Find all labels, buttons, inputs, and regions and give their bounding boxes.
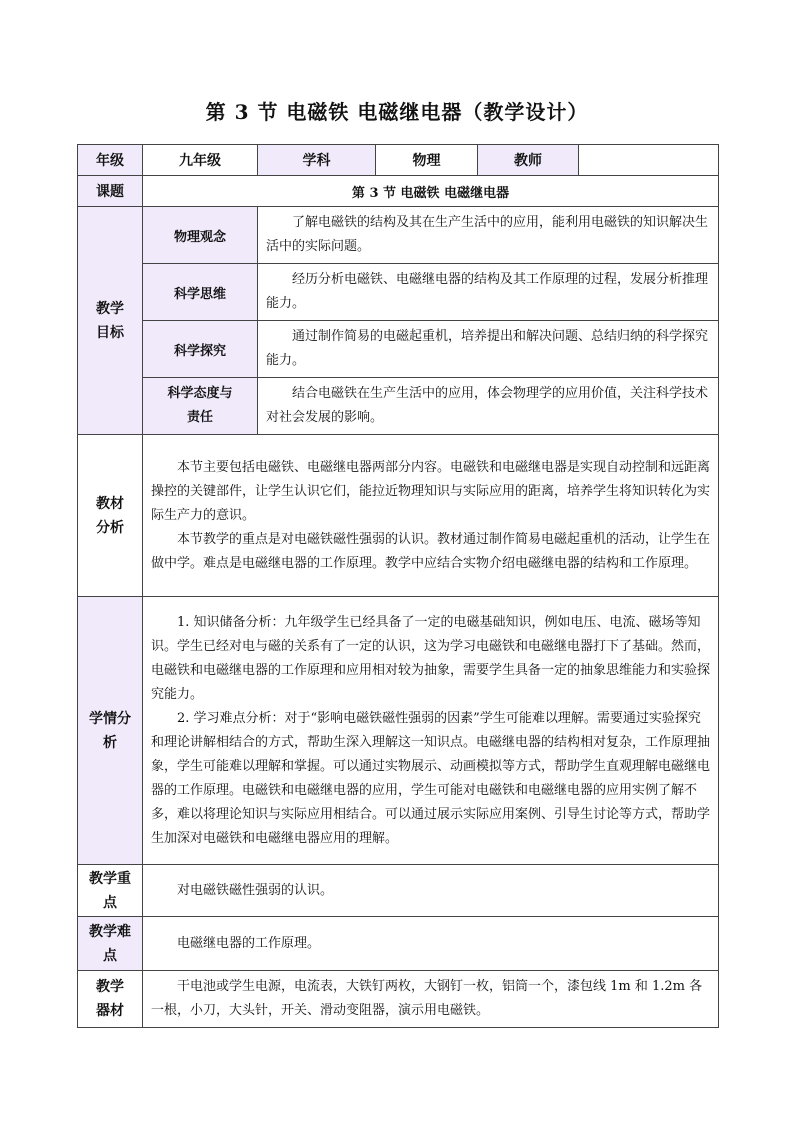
equipment-row (78, 971, 719, 1028)
goal-row (78, 321, 719, 378)
page-title: 第 3 节 电磁铁 电磁继电器（教学设计） (205, 100, 589, 124)
goal-text: 结合电磁铁在生产生活中的应用，体会物理学的应用价值，关注科学技术对社会发展的影响。 (258, 378, 719, 435)
material-analysis-label: 教材分析 (78, 435, 143, 597)
student-analysis-row (78, 597, 719, 865)
goal-row (78, 207, 719, 264)
key-point-label: 教学重点 (78, 865, 143, 917)
topic-row (78, 176, 719, 207)
topic-value: 第 3 节 电磁铁 电磁继电器 (143, 176, 719, 207)
lesson-plan-table (77, 144, 719, 1028)
material-analysis-paragraph: 本节教学的重点是对电磁铁磁性强弱的认识。教材通过制作简易电磁起重机的活动，让学生在做中学。难点是电磁继电器的工作原理。教学中应结合实物介绍电磁继电器的结构和工作原理。 (151, 531, 711, 571)
material-analysis-paragraph: 本节主要包括电磁铁、电磁继电器两部分内容。电磁铁和电磁继电器是实现自动控制和远距离操控的关键部件，让学生认识它们，能拉近物理知识与实际应用的距离，培养学生将知识转化为实际生产力的意识。 (151, 459, 711, 523)
goal-name: 物理观念 (143, 207, 258, 264)
goal-text: 经历分析电磁铁、电磁继电器的结构及其工作原理的过程，发展分析推理能力。 (258, 264, 719, 321)
goal-text: 通过制作简易的电磁起重机，培养提出和解决问题、总结归纳的科学探究能力。 (258, 321, 719, 378)
goal-name: 科学探究 (143, 321, 258, 378)
goals-label: 教学目标 (78, 207, 143, 435)
grade-label: 年级 (78, 145, 143, 176)
difficulty-row (78, 917, 719, 971)
goal-text: 了解电磁铁的结构及其在生产生活中的应用，能利用电磁铁的知识解决生活中的实际问题。 (258, 207, 719, 264)
student-analysis-paragraph: 1. 知识储备分析：九年级学生已经具备了一定的电磁基础知识，例如电压、电流、磁场等知识。学生已经对电与磁的关系有了一定的认识，这为学习电磁铁和电磁继电器打下了基础。然而，电磁铁和电磁继电器的工作原理和应用相对较为抽象，需要学生具备一定的抽象思维能力和实验探究能力。 (151, 614, 711, 702)
goal-row (78, 264, 719, 321)
key-point-text: 对电磁铁磁性强弱的认识。 (143, 865, 719, 917)
goal-name: 科学态度与责任 (143, 378, 258, 435)
goal-name: 科学思维 (143, 264, 258, 321)
topic-label: 课题 (78, 176, 143, 207)
teacher-label: 教师 (478, 145, 579, 176)
teacher-value (579, 145, 719, 176)
header-row (78, 145, 719, 176)
difficulty-label: 教学难点 (78, 917, 143, 971)
equipment-label: 教学器材 (78, 971, 143, 1028)
equipment-text: 干电池或学生电源，电流表，大铁钉两枚，大钢钉一枚，铝筒一个，漆包线 1m 和 1.2m 各一根，小刀，大头针，开关、滑动变阻器，演示用电磁铁。 (143, 971, 719, 1028)
key-point-row (78, 865, 719, 917)
student-analysis-label: 学情分析 (78, 597, 143, 865)
student-analysis-paragraph: 2. 学习难点分析：对于“影响电磁铁磁性强弱的因素”学生可能难以理解。需要通过实验探究和理论讲解相结合的方式，帮助生深入理解这一知识点。电磁继电器的结构相对复杂，工作原理抽象，学生可能难以理解和掌握。可以通过实物展示、动画模拟等方式，帮助学生直观理解电磁继电器的工作原理。电磁铁和电磁继电器的应用，学生可能对电磁铁和电磁继电器的应用实例了解不多，难以将理论知识与实际应用相结合。可以通过展示实际应用案例、引导生讨论等方式，帮助学生加深对电磁铁和电磁继电器应用的理解。 (151, 710, 711, 846)
grade-value: 九年级 (143, 145, 258, 176)
difficulty-text: 电磁继电器的工作原理。 (143, 917, 719, 971)
goal-row (78, 378, 719, 435)
material-analysis-row (78, 435, 719, 597)
subject-label: 学科 (258, 145, 376, 176)
subject-value: 物理 (376, 145, 478, 176)
